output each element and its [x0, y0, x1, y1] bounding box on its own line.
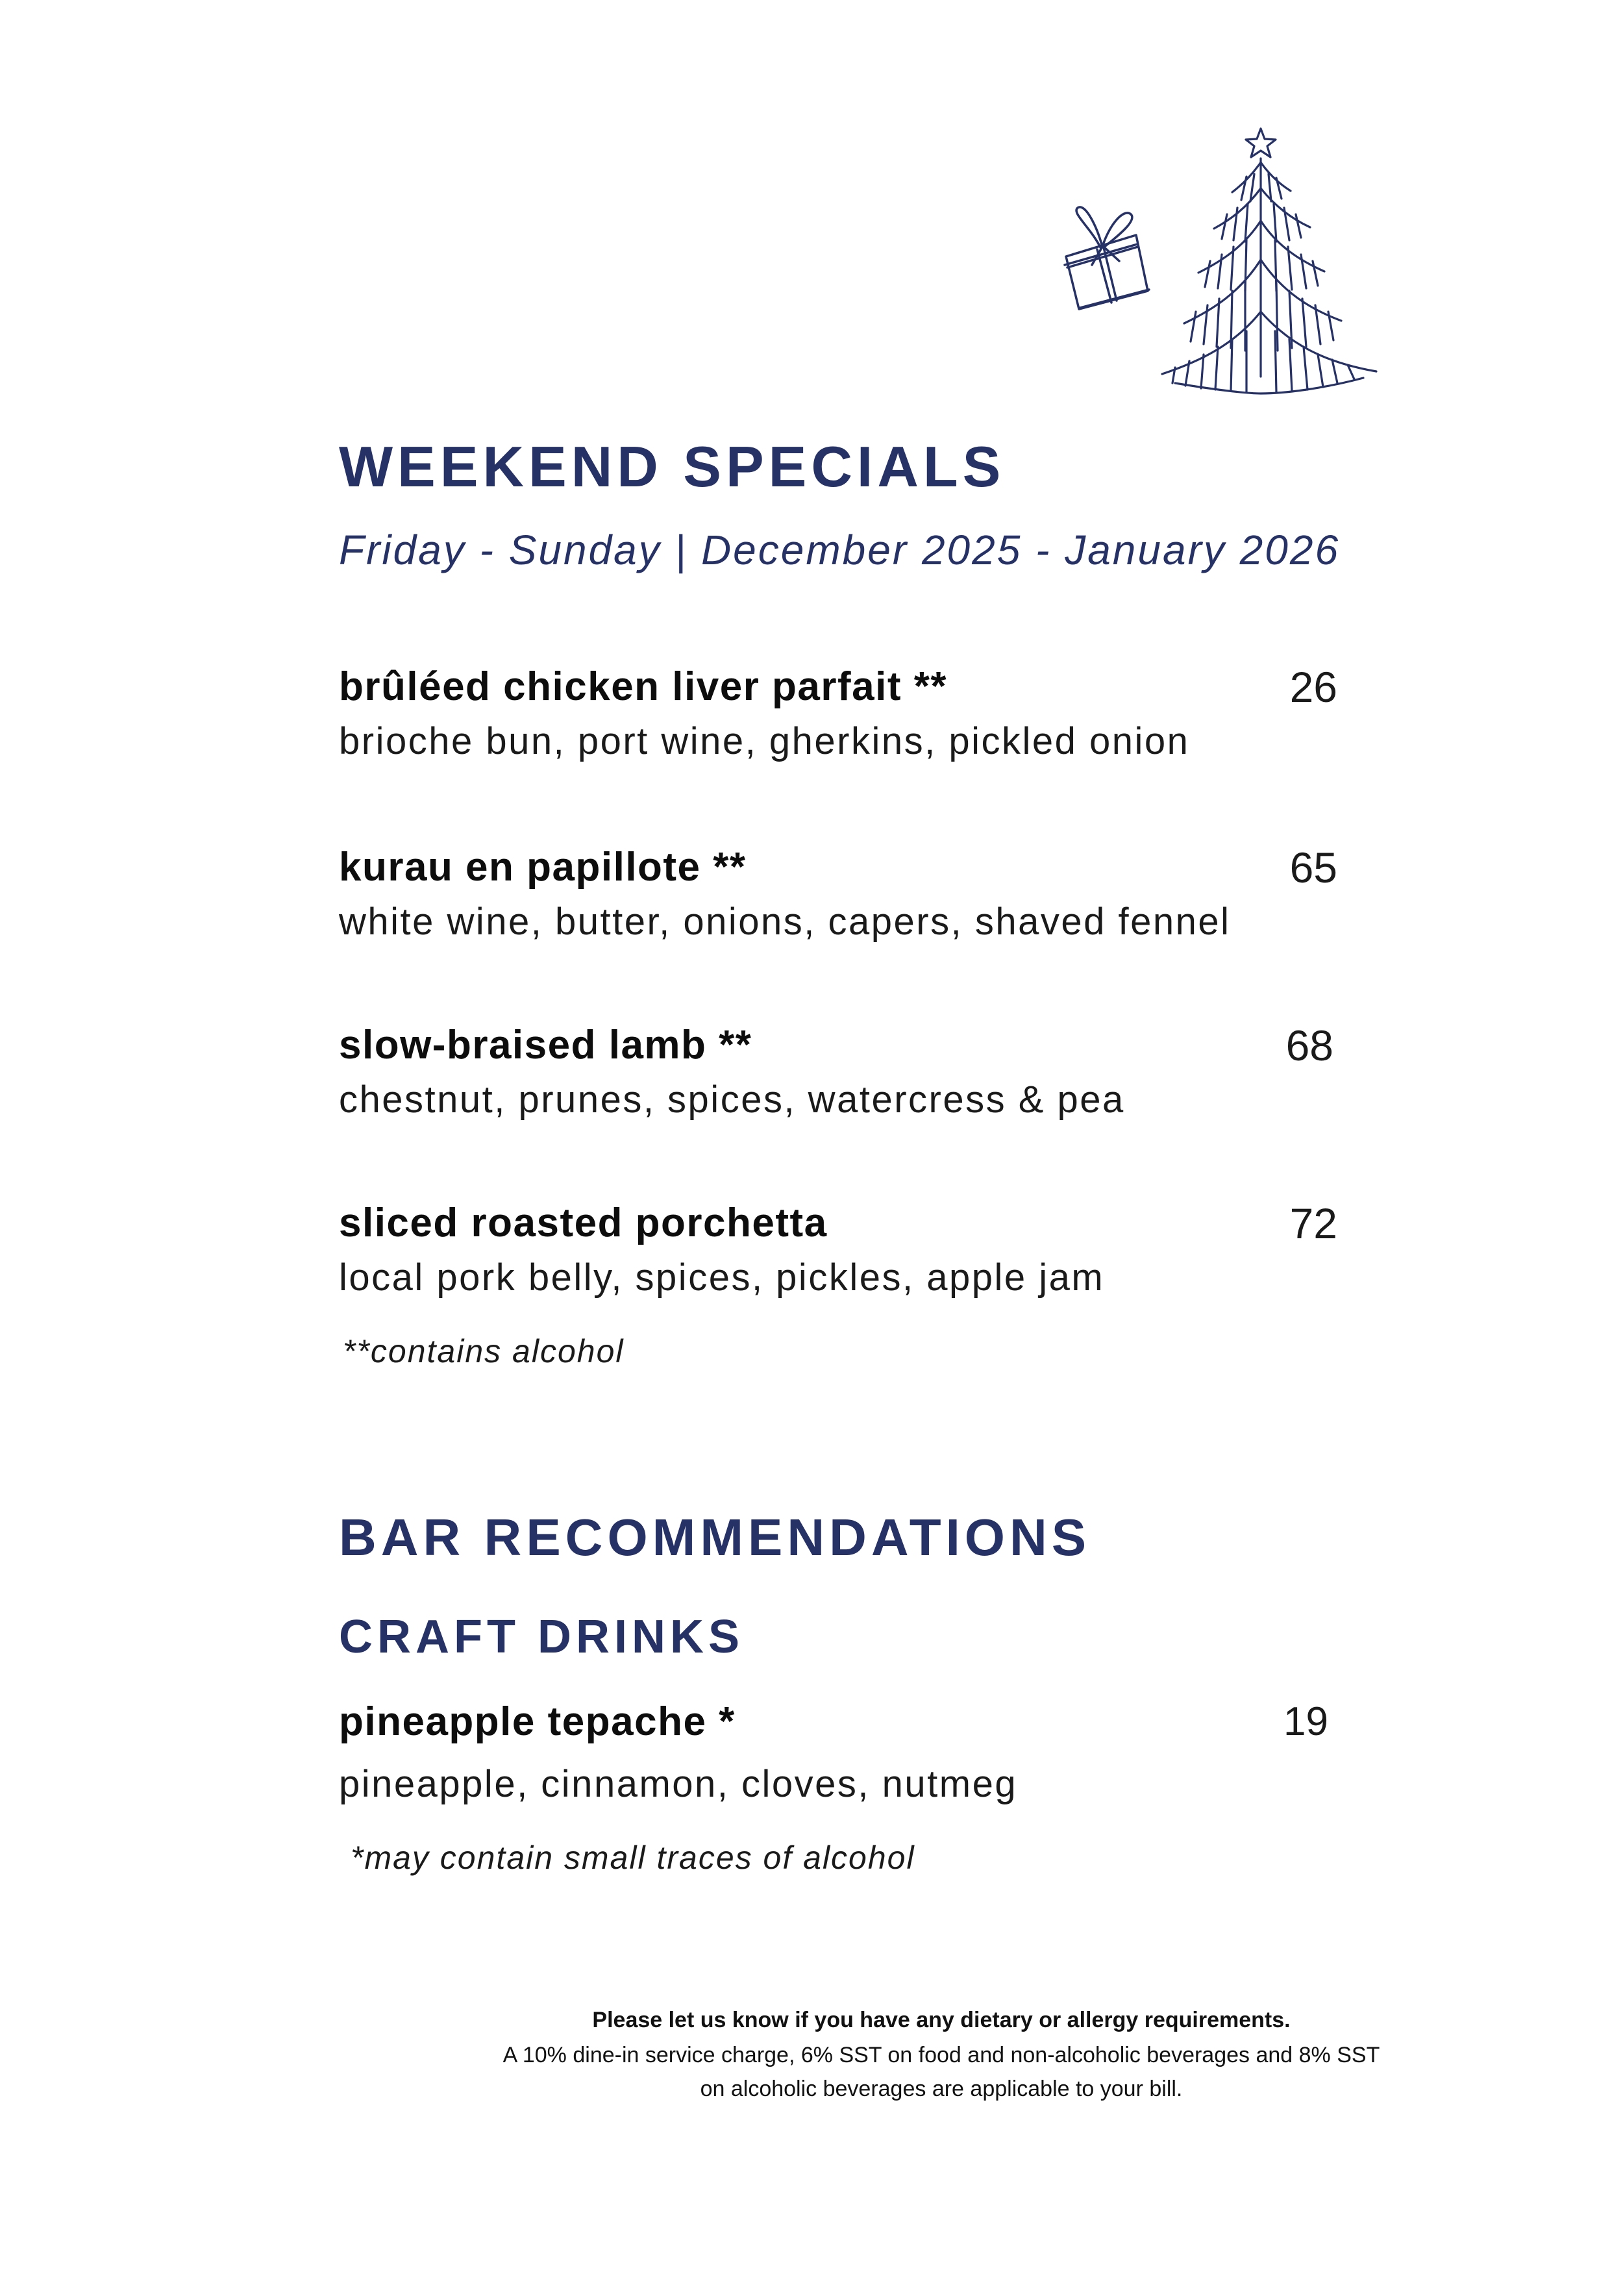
menu-item-description: brioche bun, port wine, gherkins, pickled onion — [339, 720, 1190, 762]
service-charge-notice-line-1: A 10% dine-in service charge, 6% SST on food and non-alcoholic beverages and 8% SST — [502, 2043, 1380, 2067]
menu-item-price: 68 — [1285, 1021, 1333, 1069]
menu-item-price: 65 — [1289, 843, 1337, 892]
drink-item-description: pineapple, cinnamon, cloves, nutmeg — [339, 1763, 1018, 1805]
christmas-tree-icon — [1162, 129, 1376, 393]
menu-item-description: white wine, butter, onions, capers, shaved fennel — [339, 901, 1231, 943]
dietary-notice: Please let us know if you have any dietary or allergy requirements. — [592, 2008, 1291, 2032]
alcohol-note: **contains alcohol — [343, 1333, 625, 1369]
menu-item-description: chestnut, prunes, spices, watercress & pea — [339, 1079, 1125, 1121]
drink-item-name: pineapple tepache * — [339, 1699, 736, 1744]
drink-item-price: 19 — [1283, 1699, 1328, 1744]
menu-item-price: 72 — [1289, 1199, 1337, 1247]
menu-item-name: kurau en papillote ** — [339, 845, 747, 890]
holiday-decoration — [1052, 117, 1415, 403]
weekend-specials-subtitle: Friday - Sunday | December 2025 - January 2026 — [339, 527, 1341, 573]
gift-box-icon — [1065, 207, 1149, 309]
craft-drinks-title: CRAFT DRINKS — [339, 1611, 744, 1663]
menu-item-description: local pork belly, spices, pickles, apple jam — [339, 1256, 1105, 1299]
service-charge-notice-line-2: on alcoholic beverages are applicable to your bill. — [700, 2077, 1183, 2101]
menu-item-name: sliced roasted porchetta — [339, 1201, 828, 1245]
menu-item-name: brûléed chicken liver parfait ** — [339, 664, 948, 709]
bar-recommendations-title: BAR RECOMMENDATIONS — [339, 1508, 1091, 1566]
traces-alcohol-note: *may contain small traces of alcohol — [351, 1840, 915, 1876]
weekend-specials-title: WEEKEND SPECIALS — [339, 434, 1006, 499]
menu-item-name: slow-braised lamb ** — [339, 1023, 752, 1067]
menu-item-price: 26 — [1289, 663, 1337, 711]
